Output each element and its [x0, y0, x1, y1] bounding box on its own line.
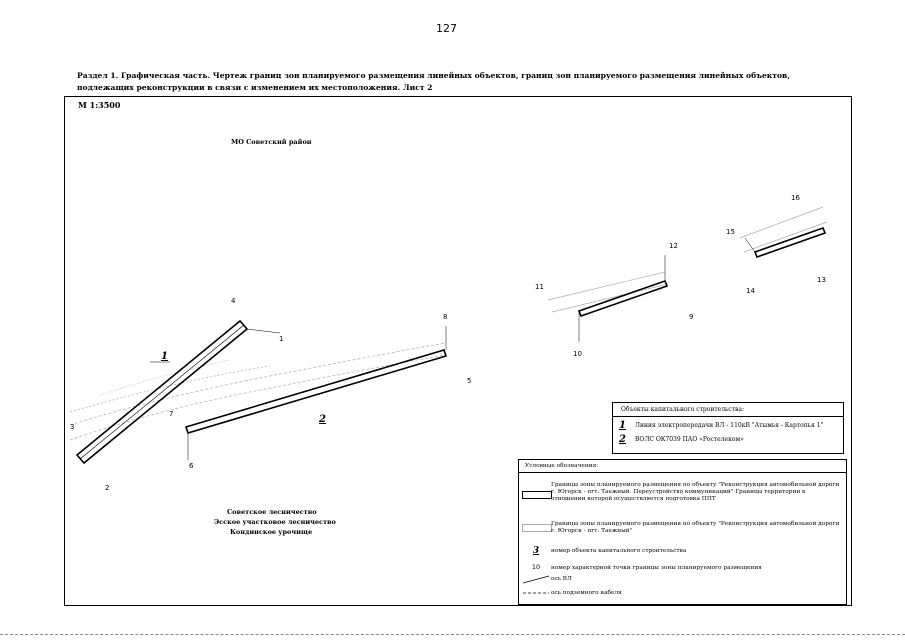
legend-item — [519, 480, 846, 510]
map-scale: М 1:3500 — [78, 100, 121, 110]
legend-item-text: ось подземного кабеля — [551, 590, 622, 596]
point-label: 10 — [573, 350, 582, 358]
legend-item-text: номер объекта капитального строительства — [551, 548, 687, 554]
point-label: 1 — [279, 335, 284, 343]
road-zone-swatch — [522, 524, 552, 532]
legend-item — [519, 588, 846, 598]
point-label: 7 — [169, 410, 174, 418]
legend-item-text: ось ВЛ — [551, 576, 572, 582]
legend-item-text: номер характерной точки границы зоны планируемого размещения — [551, 565, 762, 571]
forestry-label-3: Кондинское урочище — [230, 528, 313, 536]
legend-header: Условные обозначения: — [519, 460, 846, 473]
point-label: 6 — [189, 462, 194, 470]
section-title: Раздел 1. Графическая часть. Чертеж границ зон планируемого размещения линейных объектов, границ зон планируемого размещения линейных объектов, подлежащих реконструкции в связи с изменением их местоположения. Лист 2 — [77, 71, 790, 92]
point-label: 15 — [726, 228, 735, 236]
capital-object-row — [619, 434, 837, 445]
point-label: 8 — [443, 313, 448, 321]
legend-item — [519, 520, 846, 540]
capital-objects-header: Объекты капитального строительства: — [613, 403, 843, 417]
forestry-label-1: Советское лесничество — [227, 508, 317, 516]
point-label: 12 — [669, 242, 678, 250]
point-label: 9 — [689, 313, 694, 321]
point-label: 2 — [105, 484, 110, 492]
forestry-label-2: Эсское участковое лесничество — [214, 518, 336, 526]
capital-object-text: Линия электропередачи ВЛ - 110кВ "Атымья - Картопья 1" — [635, 422, 824, 429]
point-label: 14 — [746, 287, 755, 295]
legend-item — [519, 546, 846, 558]
point-label: 16 — [791, 194, 800, 202]
point-label: 3 — [70, 423, 75, 431]
legend-item-text: Границы зоны планируемого размещения по объекту "Реконструкция автомобильной дороги г. Югорск - пгт. Таежный" — [551, 521, 840, 534]
capital-object-text: ВОЛС ОК7039 ПАО «Ростелеком» — [635, 436, 744, 443]
legend-item — [519, 574, 846, 584]
legend-item-text: Границы зоны планируемого размещения по объекту "Реконструкция автомобильной дороги г. Югорск - пгт. Таежный. Переустройство коммуникаций" Границы территории в отношении которой осуществляется подготовка ППТ — [551, 482, 840, 502]
legend-box — [518, 459, 847, 605]
district-label: МО Советский район — [231, 138, 312, 146]
capital-object-row — [619, 420, 837, 431]
power-line-axis-swatch — [522, 574, 550, 584]
page-number: 127 — [436, 22, 457, 35]
capital-objects-box — [612, 402, 844, 454]
scan-edge — [0, 634, 905, 637]
capital-object-number: 2 — [619, 434, 626, 445]
object-1-zone — [77, 321, 247, 463]
capital-object-number: 1 — [619, 420, 626, 431]
point-number-sample: 10 — [531, 563, 541, 571]
zone-boundary-swatch — [522, 491, 552, 499]
point-label: 11 — [535, 283, 544, 291]
point-label: 13 — [817, 276, 826, 284]
point-label: 5 — [467, 377, 472, 385]
object-number-1: 1 — [161, 351, 168, 362]
point-label: 4 — [231, 297, 236, 305]
object-number-sample: 3 — [532, 546, 540, 556]
object-number-2: 2 — [319, 414, 326, 425]
cable-axis-swatch — [522, 588, 550, 598]
